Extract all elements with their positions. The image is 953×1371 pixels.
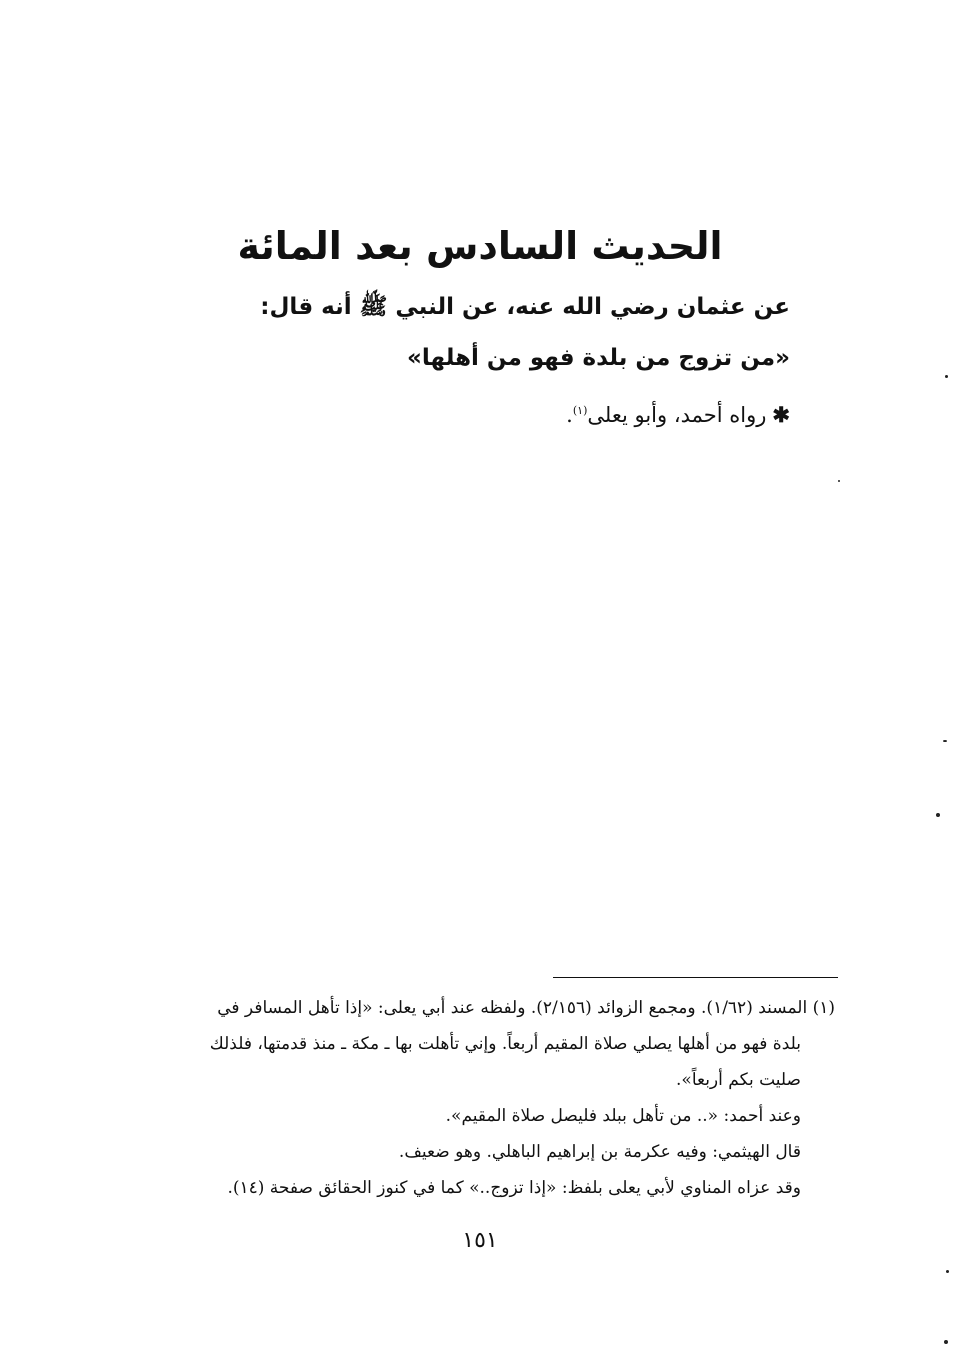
footnote-line: صليت بكم أربعاً». [676,1070,801,1090]
page-number: ١٥١ [462,1228,498,1253]
source-text: رواه أحمد، وأبو يعلى [587,403,767,427]
footnote-line: وقد عزاه المناوي لأبي يعلى بلفظ: «إذا تزوج..» كما في كنوز الحقائق صفحة (١٤). [227,1178,801,1198]
asterisk-icon: ✱ [772,402,790,427]
hadith-text: «من تزوج من بلدة فهو من أهلها» [407,345,790,371]
hadith-narration: عن عثمان رضي الله عنه، عن النبي ﷺ أنه قال: [260,294,790,320]
footnotes [155,990,835,1206]
footnote-line: بلدة فهو من أهلها يصلي صلاة المقيم أربعاً. وإني تأهلت بها ـ مكة ـ منذ قدمتها، فلذلك [209,1034,801,1054]
footnote-line: قال الهيثمي: وفيه عكرمة بن إبراهيم الباهلي. وهو ضعيف. [398,1142,801,1162]
page-title: الحديث السادس بعد المائة [237,224,723,268]
scan-speck [946,1270,949,1273]
footnote-reference[interactable]: (١) [572,404,588,417]
footnote-line: (١) المسند (١/٦٢). ومجمع الزوائد (٢/١٥٦). ولفظه عند أبي يعلى: «إذا تأهل المسافر في [217,998,835,1018]
scan-speck [944,1340,948,1344]
footnote-separator [553,977,838,978]
scan-speck [838,480,840,482]
source-end: . [566,403,573,427]
scan-speck [945,375,948,378]
scan-speck [943,740,947,742]
footnote-line: وعند أحمد: «.. من تأهل ببلد فليصل صلاة المقيم». [445,1106,801,1126]
hadith-source [170,402,790,427]
scan-speck [936,813,940,817]
